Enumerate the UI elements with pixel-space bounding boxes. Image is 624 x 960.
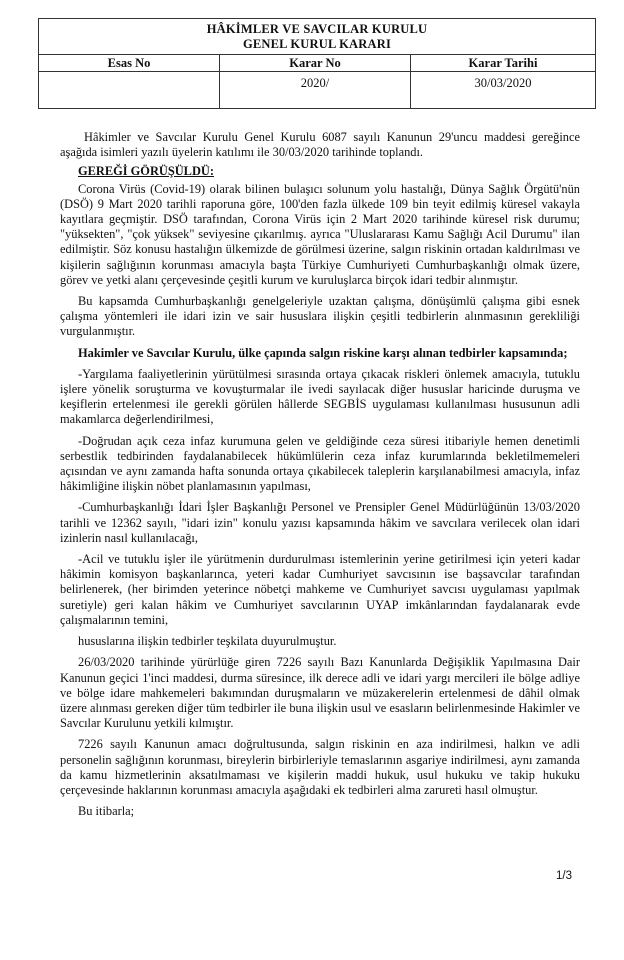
- paragraph-purpose: 7226 sayılı Kanunun amacı doğrultusunda, salgın riskinin en aza indirilmesi, halkın ve adli personelin sağlığının korunması, bireylerin birbirleriyle temaslarının asgariye indirilmesi, aynı zamanda da kamu hizmetlerinin aksatılmaması ve kişilerin maddi hukuk, usul hukuku ve takip hukuku çerçevesinde haklarının korunması amacıyla aşağıdaki ek tedbirleri alma zarureti hasıl olmuştur.: [60, 737, 580, 797]
- karar-no-label: Karar No: [220, 55, 411, 72]
- esas-no-value: [39, 72, 220, 109]
- paragraph-measure-duty: -Acil ve tutuklu işler ile yürütmenin durdurulması istemlerinin yerine getirilmesi için yeteri kadar hâkimin komisyon başkanlarınca, yeteri kadar Cumhuriyet savcısının ise başsavcılar tarafından belirlenerek, (her birimden yeterince nöbetçi mahkeme ve Cumhuriyet savcısı uygulaması yapılmak suretiyle) geri kalan hâkim ve Cumhuriyet savcılarının UYAP imkânlarından faydalanarak evde çalışmalarının temini,: [60, 552, 580, 627]
- decision-header-table: [38, 18, 596, 109]
- paragraph-measures-intro: Hakimler ve Savcılar Kurulu, ülke çapında salgın riskine karşı alınan tedbirler kapsamında;: [78, 345, 568, 360]
- esas-no-label: Esas No: [39, 55, 220, 72]
- paragraph-measure-execution: -Doğrudan açık ceza infaz kurumuna gelen ve geldiğinde ceza süresi itibariyle hemen denetimli serbestlik tedbirinden faydalanabilecek hükümlülerin ceza infaz kurumlarında bekletilmemeleri açısından ve aynı zamanda hafta sonunda ortaya çıkabilecek taleplerin karşılanabilmesi amacıyla, infaz hâkimliğine ilişkin nöbet planlamasının yapılması,: [60, 433, 580, 494]
- paragraph-announced: hususlarına ilişkin tedbirler teşkilata duyurulmuştur.: [78, 634, 337, 649]
- decision-body: [60, 130, 580, 825]
- paragraph-conclusion: Bu itibarla;: [78, 804, 135, 819]
- paragraph-covid: Corona Virüs (Covid-19) olarak bilinen bulaşıcı solunum yolu hastalığı, Dünya Sağlık Örgütü'nün (DSÖ) 9 Mart 2020 tarihli raporuna göre, 100'den fazla ülkede 109 bin teyit edilmiş küresel vakayla kayıtlara geçmiştir. DSÖ tarafından, Corona Virüs için 2 Mart 2020 tarihinde küresel risk durumu; "yüksekten", "çok yüksek" seviyesine çıkarılmış. ayrıca "Uluslararası Kamu Sağlığı Acil Durumu" ilan edilmiştir. Söz konusu hastalığın ülkemizde de görülmesi üzerine, salgın riskinin ortadan kaldırılması ve kişilerin sağlığının korunması amacıyla başta Türkiye Cumhuriyeti Cumhurbaşkanlığı olmak üzere, görev ve yetki alanı çerçevesinde çeşitli kurum ve kuruluşlarca birçok idari tedbir alınmıştır.: [60, 181, 580, 287]
- intro-paragraph: Hâkimler ve Savcılar Kurulu Genel Kurulu 6087 sayılı Kanunun 29'uncu maddesi gereğince aşağıda isimleri yazılı üyelerin katılımı ile 30/03/2020 tarihinde toplandı.: [60, 130, 580, 160]
- section-heading: [60, 164, 580, 179]
- section-heading-text: GEREĞİ GÖRÜŞÜLDÜ:: [78, 164, 214, 179]
- paragraph-law-7226: 26/03/2020 tarihinde yürürlüğe giren 7226 sayılı Bazı Kanunlarda Değişiklik Yapılmasına Dair Kanunun geçici 1'inci maddesi, durma süresince, ilk derece adli ve idari yargı mercileri ile bölge adliye ve bölge idare mahkemeleri bakımından duruşmaların ve müzakerelerin ertelenmesi de dâhil olmak üzere alınması gereken diğer tüm tedbirler ile buna ilişkin usul ve esasların belirlenmesinde Hakimler ve Savcılar Kurulunu yetkili kılmıştır.: [60, 655, 580, 731]
- karar-tarihi-label: Karar Tarihi: [411, 55, 596, 72]
- page-number: 1/3: [556, 870, 572, 882]
- org-title: [39, 19, 596, 55]
- karar-tarihi-value: 30/03/2020: [411, 72, 596, 109]
- paragraph-measure-leave: -Cumhurbaşkanlığı İdari İşler Başkanlığı Personel ve Prensipler Genel Müdürlüğünün 13/03/2020 tarihli ve 12362 sayılı, "idari izin" konulu yazısı kapsamında hâkim ve savcılara verilecek olan idari izinlerin nasıl kullanılacağı,: [60, 500, 580, 545]
- paragraph-remote-work: Bu kapsamda Cumhurbaşkanlığı genelgeleriyle uzaktan çalışma, dönüşümlü çalışma gibi esnek çalışma yöntemleri ile idari izin ve sair hususlara ilişkin çeşitli tedbirlerin alınmasının gerekliliği vurgulanmıştır.: [60, 294, 580, 339]
- karar-no-value: 2020/: [220, 72, 411, 109]
- org-name: HÂKİMLER VE SAVCILAR KURULU: [206, 22, 428, 36]
- decision-type: GENEL KURUL KARARI: [242, 37, 392, 51]
- paragraph-measure-hearings: -Yargılama faaliyetlerinin yürütülmesi sırasında ortaya çıkacak riskleri önlemek amacıyla, tutuklu işlere yönelik soruşturma ve kovuşturmalar ile ivedi sayılacak diğer hususlar haricinde duruşma ve keşiflerin ertelenmesi ile gerekli görülen hâllerde SEGBİS uygulaması kullanılması hususunun adli makamlarca değerlendirilmesi,: [60, 366, 580, 427]
